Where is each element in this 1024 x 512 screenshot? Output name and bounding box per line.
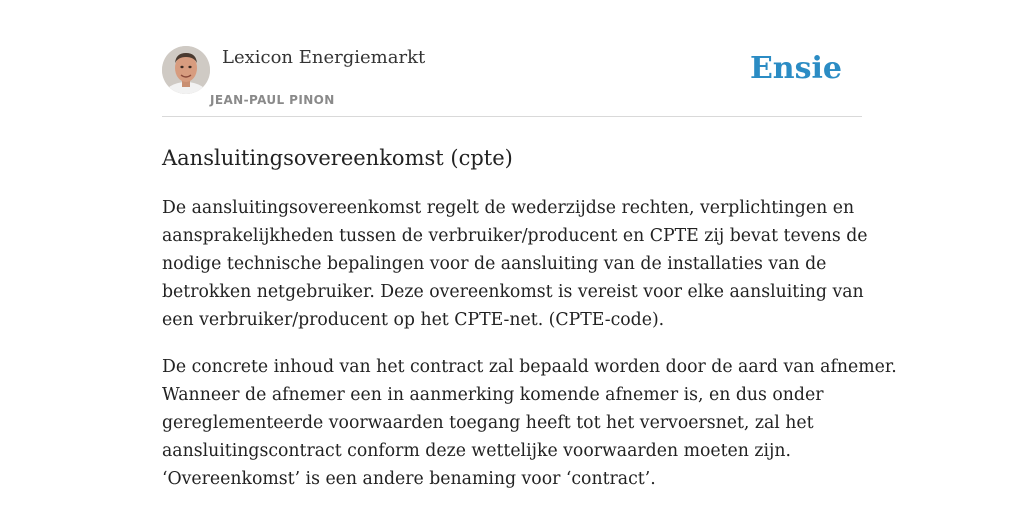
article-card [162, 46, 897, 512]
author-name[interactable]: JEAN-PAUL PINON [210, 93, 335, 107]
paragraph-line: Wanneer de afnemer een in aanmerking komende afnemer is, en dus onder [162, 385, 824, 405]
paragraph-line: ‘Overeenkomst’ is een andere benaming voor ‘contract’. [162, 469, 656, 489]
paragraph-line: aansprakelijkheden tussen de verbruiker/producent en CPTE zij bevat tevens de [162, 226, 868, 246]
article-header [162, 46, 862, 117]
paragraph-line: nodige technische bepalingen voor de aansluiting van de installaties van de [162, 254, 827, 274]
paragraph-line: De concrete inhoud van het contract zal bepaald worden door de aard van afnemer. [162, 357, 897, 377]
brand-logo[interactable]: Ensie [749, 51, 842, 86]
paragraph-line: betrokken netgebruiker. Deze overeenkomst is vereist voor elke aansluiting van [162, 282, 864, 302]
paragraph-2 [162, 353, 897, 493]
paragraph-line: gereglementeerde voorwaarden toegang heeft tot het vervoersnet, zal het [162, 413, 814, 433]
article-body [162, 194, 897, 493]
author-portrait-icon [162, 46, 210, 94]
lexicon-title[interactable]: Lexicon Energiemarkt [222, 47, 426, 68]
paragraph-line: aansluitingscontract conform deze wettelijke voorwaarden moeten zijn. [162, 441, 791, 461]
paragraph-1 [162, 194, 868, 334]
author-avatar[interactable] [162, 46, 210, 94]
article-title: Aansluitingsovereenkomst (cpte) [162, 146, 513, 170]
paragraph-line: De aansluitingsovereenkomst regelt de wederzijdse rechten, verplichtingen en [162, 198, 855, 218]
paragraph-line: een verbruiker/producent op het CPTE-net. (CPTE-code). [162, 310, 665, 330]
